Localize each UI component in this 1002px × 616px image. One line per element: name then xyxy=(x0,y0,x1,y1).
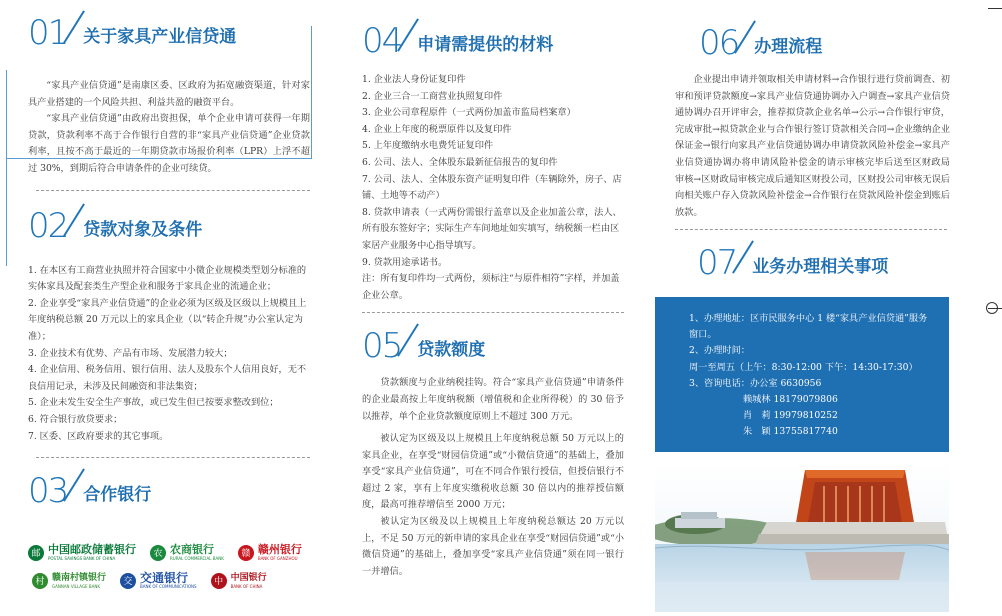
address-text: 1、办理地址：区市民服务中心 1 楼“家具产业信贷通”服务窗口。 xyxy=(689,313,928,341)
phone-text: 3、咨询电话：办公室 6630956 xyxy=(689,377,822,389)
material-item: 8. 贷款申请表（一式两份需银行盖章以及企业加盖公章，法人、所有股东签好字；实际生产车间地址如实填写，纳税额一栏由区家居产业服务中心指导填写。 xyxy=(362,206,622,251)
section-05-body xyxy=(362,375,624,580)
bank-logos-row-1 xyxy=(28,544,316,561)
section-06-title: 办理流程 xyxy=(754,37,823,57)
section-02-title: 贷款对象及条件 xyxy=(83,219,203,240)
time-label: 2、办理时间： xyxy=(689,345,750,357)
section-07-title: 业务办理相关事项 xyxy=(752,257,889,278)
section-02-list xyxy=(28,263,310,446)
about-paragraph-1: “家具产业信贷通”是南康区委、区政府为拓宽融资渠道，针对家具产业搭建的一个风险共担、利益共盈的融资平台。 xyxy=(28,80,310,108)
bank-postal: 邮 中国邮政储蓄银行 POSTAL SAVINGS BANK OF CHINA xyxy=(28,544,136,561)
contact-tel[interactable]: 18179079806 xyxy=(773,394,838,406)
section-05-header xyxy=(362,319,624,367)
crop-mark xyxy=(988,8,1002,9)
contact-row xyxy=(689,392,935,408)
condition-item: 1. 在本区有工商营业执照并符合国家中小微企业规模类型划分标准的实体家具及配套类生产型企业和服务于家具企业的流通企业； xyxy=(28,264,307,293)
section-01-title: 关于家具产业信贷通 xyxy=(83,27,237,47)
amount-paragraph-2: 被认定为区级及以上规模且上年度纳税总额 50 万元以上的家具企业，在享受“财园信贷通”或“小微信贷通”的基础上，叠加享受“家具产业信贷通”，可在不同合作银行授信，但授信银行不超过 2 家，享有上年度实缴税收总额 30 倍以内的推荐授信额度，最高可推荐增信至 2000 万元； xyxy=(362,433,624,511)
condition-item: 4. 企业信用、税务信用、银行信用、法人及股东个人信用良好，无不良信用记录，未涉及民间融资和非法集资； xyxy=(28,364,307,392)
contact-name: 朱 颖 xyxy=(743,426,771,438)
divider xyxy=(675,229,947,230)
section-06-header xyxy=(699,16,950,63)
bank-of-china: 中 中国银行 BANK OF CHINA xyxy=(211,572,267,589)
material-item: 3. 企业公司章程原件（一式两份加盖市监局档案章） xyxy=(362,107,576,119)
contact-name: 肖 莉 xyxy=(743,410,771,422)
bank-of-china-icon: 中 xyxy=(211,573,227,589)
communications-bank-icon: 交 xyxy=(120,573,136,589)
section-06-number: 06 xyxy=(699,26,738,60)
material-item: 2. 企业三合一工商营业执照复印件 xyxy=(362,90,503,102)
material-item: 6. 公司、法人、全体股东最新征信报告的复印件 xyxy=(362,156,558,168)
section-04-header xyxy=(362,14,624,61)
time-value: 周一至周五（上午：8:30-12:00 下午：14:30-17:30） xyxy=(689,361,918,373)
registration-mark-line xyxy=(988,308,1002,309)
bank-village: 村 赣南村镇银行 GANNAN VILLAGE BANK xyxy=(32,572,106,589)
section-03-number: 03 xyxy=(28,474,67,508)
condition-item: 3. 企业技术有优势、产品有市场、发展潜力较大； xyxy=(28,347,233,359)
condition-item: 7. 区委、区政府要求的其它事项。 xyxy=(28,430,169,442)
section-03-header xyxy=(28,464,310,512)
section-07-header xyxy=(697,236,950,284)
contact-info-box xyxy=(655,297,949,452)
contact-tel[interactable]: 13755817740 xyxy=(773,426,838,438)
village-bank-icon: 村 xyxy=(32,573,48,589)
material-item: 5. 上年度缴纳水电费凭证复印件 xyxy=(362,140,494,152)
divider xyxy=(36,457,310,458)
section-01-body xyxy=(28,74,310,178)
contact-name: 赖城林 xyxy=(743,394,771,406)
material-item: 4. 企业上年度的税票原件以及复印件 xyxy=(362,123,512,135)
material-item: 9. 贷款用途承诺书。 xyxy=(362,256,448,268)
contact-row xyxy=(689,424,935,440)
section-04-number: 04 xyxy=(362,24,401,58)
section-04-title: 申请需提供的材料 xyxy=(417,35,554,55)
contact-tel[interactable]: 19979810252 xyxy=(773,410,838,422)
rural-bank-icon: 农 xyxy=(150,545,166,561)
amount-paragraph-1: 贷款额度与企业纳税挂钩。符合“家具产业信贷通”申请条件的企业最高按上年度纳税额（增值税和企业所得税）的 30 倍予以推荐，单个企业贷款额度原则上不超过 300 万元。 xyxy=(362,377,624,422)
decorative-frame xyxy=(6,26,312,159)
bank-rural: 农 农商银行 RURAL COMMERCIAL BANK xyxy=(150,544,224,561)
section-05-number: 05 xyxy=(362,329,401,363)
about-paragraph-2: “家具产业信贷通”由政府出资担保，单个企业申请可获得一年期贷款，贷款利率不高于合作银行自营的非“家具产业信贷通”企业贷款利率，且按不高于最近的一年期贷款市场报价利率（LPR）上浮不超过 30%，到期后符合申请条件的企业可续贷。 xyxy=(28,113,310,174)
contact-row xyxy=(689,408,935,424)
condition-item: 5. 企业未发生安全生产事故，或已发生但已按要求整改到位； xyxy=(28,397,279,409)
section-07-number: 07 xyxy=(697,246,736,280)
material-item: 7. 公司、法人、全体股东资产证明复印件（车辆除外，房子、店铺、土地等不动产） xyxy=(362,173,622,202)
column-left xyxy=(28,0,310,512)
divider xyxy=(36,190,310,191)
bank-communications: 交 交通银行 BANK OF COMMUNICATIONS xyxy=(120,572,197,589)
section-05-title: 贷款额度 xyxy=(417,340,486,361)
bank-logos-row-2 xyxy=(32,572,281,589)
section-02-number: 02 xyxy=(28,209,67,243)
building-illustration xyxy=(655,462,949,612)
section-02-header xyxy=(28,199,310,246)
ganzhou-bank-icon: 赣 xyxy=(238,545,254,561)
condition-item: 6. 符合银行放贷要求； xyxy=(28,413,123,425)
condition-item: 2. 企业享受“家具产业信贷通”的企业必须为区级及区级以上规模且上年度纳税总额 20 万元以上的家具企业（以“转企升规”办公室认定为准）； xyxy=(28,297,307,342)
process-paragraph: 企业提出申请并领取相关申请材料→合作银行进行贷前调查、初审和预评贷款额度→家具产业信贷通协调办入户调查→家具产业信贷通协调办召开评审会，推荐拟贷款企业名单→公示→合作银行审贷，完成审批→拟贷款企业与合作银行签订贷款相关合同→企业缴纳企业保证金→银行向家具产业信贷通协调办申请贷款风险补偿金→家具产业信贷通协调办将申请风险补偿金的请示审核完毕后送至区财政局审核→区财政局审核完成后通知区财投公司，区财投公司审核无误后向相关账户存入贷款风险补偿金→合作银行在贷款风险补偿金到账后放款。 xyxy=(675,74,950,218)
amount-paragraph-3: 被认定为区级及以上规模且上年度纳税总额达 20 万元以上，不足 50 万元的新申请的家具企业在享受“财园信贷通”或“小微信贷通”的基础上，叠加享受“家具产业信贷通”须在同一银行一并增信。 xyxy=(362,516,624,577)
material-note: 注：所有复印件均一式两份，须标注“与原件相符”字样，并加盖企业公章。 xyxy=(362,273,620,301)
section-03-title: 合作银行 xyxy=(83,485,152,506)
column-middle xyxy=(362,0,624,580)
postal-bank-icon: 邮 xyxy=(28,545,44,561)
material-item: 1. 企业法人身份证复印件 xyxy=(362,74,466,85)
section-06-body xyxy=(655,72,950,221)
section-04-list xyxy=(362,72,624,304)
section-01-number: 01 xyxy=(28,16,67,50)
decorative-frame-left xyxy=(6,70,14,266)
column-right xyxy=(655,0,950,284)
divider xyxy=(362,312,624,313)
bank-ganzhou: 赣 赣州银行 BANK OF GANZHOU xyxy=(238,544,302,561)
